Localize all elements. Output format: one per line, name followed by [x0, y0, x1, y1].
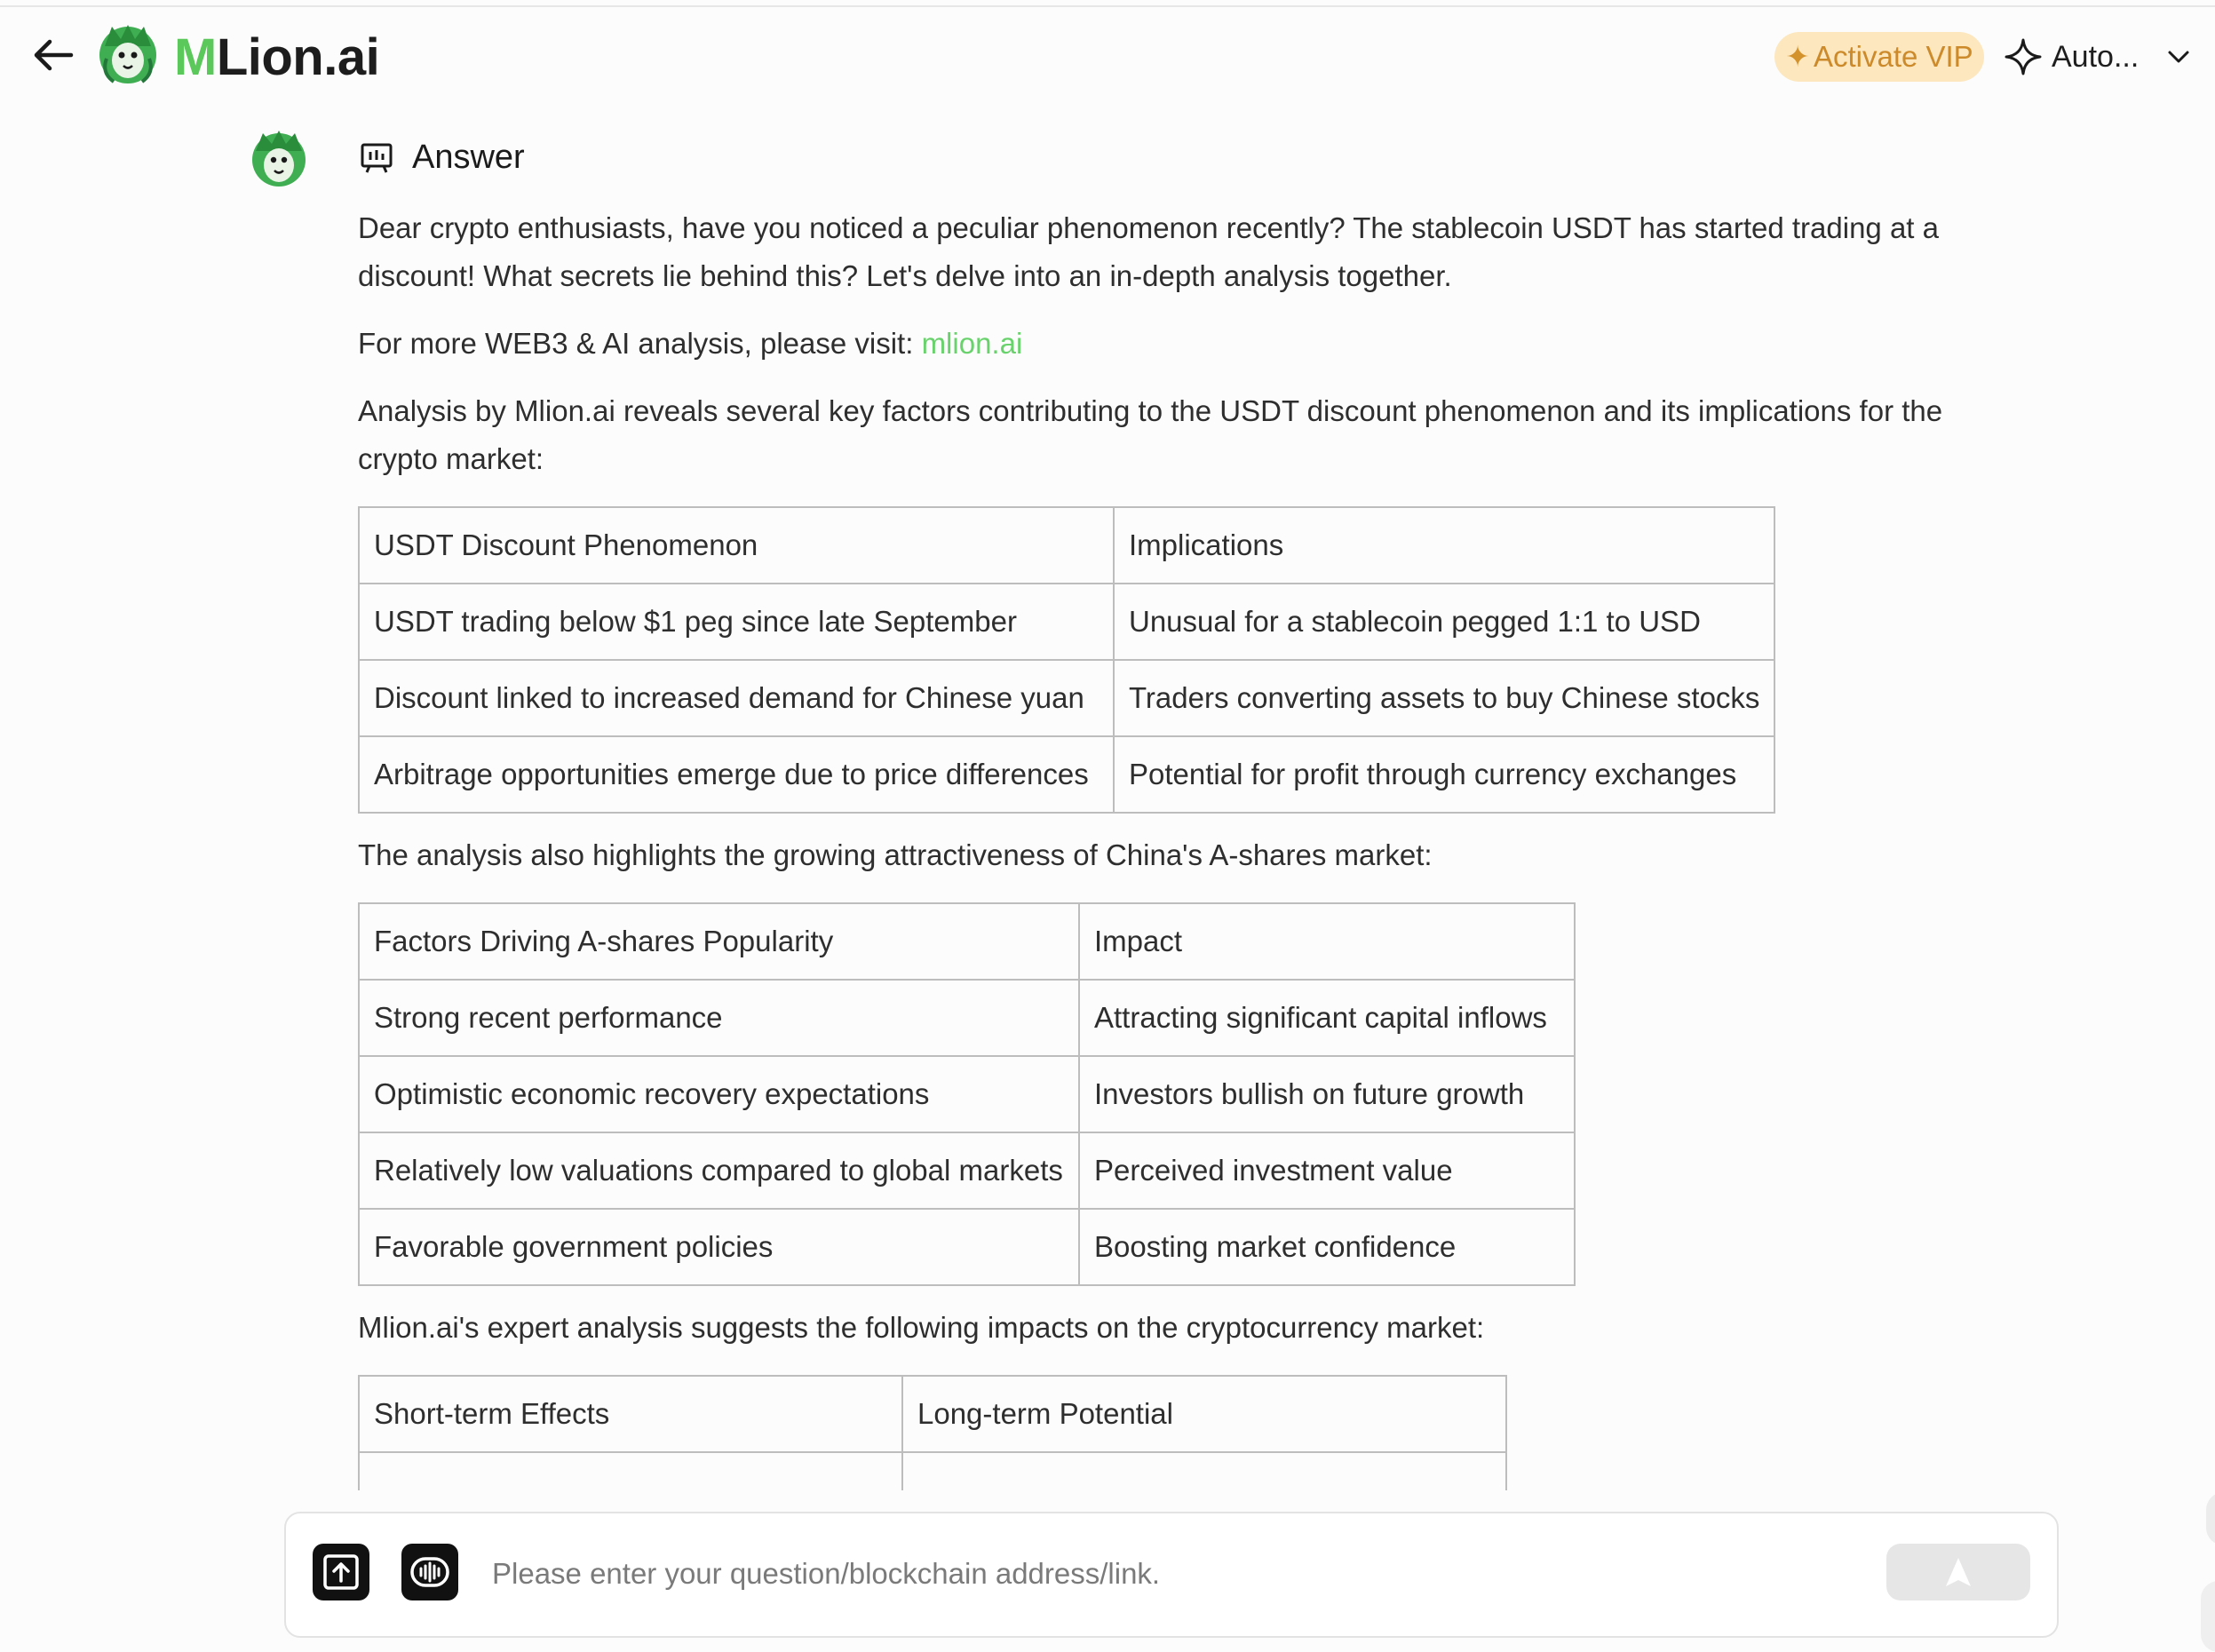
top-divider [0, 5, 2215, 7]
table-header-row [359, 1376, 1506, 1452]
table-cell: Perceived investment value [1079, 1132, 1575, 1209]
table-cell: Optimistic economic recovery expectations [359, 1056, 1079, 1132]
assistant-avatar [247, 126, 311, 190]
table-row [359, 1132, 1575, 1209]
table-cell: Short-term Effects [359, 1376, 902, 1452]
answer-title: Answer [412, 139, 525, 176]
table-cell: Attracting significant capital inflows [1079, 980, 1575, 1056]
table-cell: Boosting market confidence [1079, 1209, 1575, 1285]
table-row [359, 1056, 1575, 1132]
table-cell: Strong recent performance [359, 980, 1079, 1056]
table-header-row [359, 507, 1774, 584]
table-cell: USDT trading below $1 peg since late September [359, 584, 1114, 660]
brand-logo-text[interactable]: MLion.ai [174, 28, 380, 86]
model-selector-label: Auto... [2052, 39, 2140, 74]
question-input[interactable] [490, 1540, 1870, 1608]
table-cell: Arbitrage opportunities emerge due to price differences [359, 736, 1114, 813]
floating-widget-2[interactable] [2201, 1581, 2215, 1652]
usdt-discount-table [358, 506, 1775, 814]
table-cell: Factors Driving A-shares Popularity [359, 903, 1079, 980]
answer-content [358, 204, 1974, 1490]
table-cell: Potential for profit through currency exchanges [1114, 736, 1774, 813]
chevron-down-icon [2165, 44, 2192, 70]
table-cell: Traders converting assets to buy Chinese stocks [1114, 660, 1774, 736]
a-shares-table [358, 902, 1576, 1286]
lead-paragraph-3: Mlion.ai's expert analysis suggests the following impacts on the cryptocurrency market: [358, 1311, 1485, 1344]
chart-board-icon [359, 140, 394, 176]
back-arrow-icon[interactable] [30, 32, 76, 78]
mlion-link[interactable]: mlion.ai [921, 327, 1023, 360]
star-icon [2004, 37, 2043, 76]
table-cell: Long-term Potential [902, 1376, 1506, 1452]
intro-paragraph: Dear crypto enthusiasts, have you noticed a peculiar phenomenon recently? The stablecoin USDT has started trading at a discount! What secrets lie behind this? Let's delve into an in-depth analysis together. [358, 211, 1939, 292]
send-icon [1946, 1558, 1971, 1586]
chat-input-bar [284, 1512, 2059, 1638]
table-row [359, 736, 1774, 813]
answer-header [359, 139, 525, 177]
lead-paragraph-1: Analysis by Mlion.ai reveals several key factors contributing to the USDT discount phenomenon and its implications for the crypto market: [358, 394, 1943, 475]
table-row [359, 660, 1774, 736]
table-cell: Implications [1114, 507, 1774, 584]
table-cell: Impact [1079, 903, 1575, 980]
table-row [359, 980, 1575, 1056]
floating-widget[interactable] [2206, 1492, 2215, 1545]
table-cell: USDT Discount Phenomenon [359, 507, 1114, 584]
table-header-row [359, 903, 1575, 980]
activate-vip-button[interactable]: ✦ Activate VIP [1774, 32, 1984, 82]
table-row [359, 1209, 1575, 1285]
table-cell: Discount linked to increased demand for Chinese yuan [359, 660, 1114, 736]
table-cell: Unusual for a stablecoin pegged 1:1 to USD [1114, 584, 1774, 660]
table-cell: Investors bullish on future growth [1079, 1056, 1575, 1132]
upload-icon[interactable] [313, 1544, 369, 1600]
sparkle-icon: ✦ [1785, 40, 1810, 73]
market-impact-table [358, 1375, 1507, 1490]
visit-paragraph: For more WEB3 & AI analysis, please visit: mlion.ai [358, 327, 1023, 360]
send-button[interactable] [1886, 1544, 2030, 1600]
table-cell [902, 1452, 1506, 1490]
table-cell [359, 1452, 902, 1490]
table-row [359, 584, 1774, 660]
table-row [359, 1452, 1506, 1490]
table-cell: Favorable government policies [359, 1209, 1079, 1285]
lion-logo-icon[interactable] [94, 20, 162, 87]
voice-icon[interactable] [401, 1544, 458, 1600]
table-cell: Relatively low valuations compared to global markets [359, 1132, 1079, 1209]
model-selector[interactable] [2004, 32, 2192, 82]
lead-paragraph-2: The analysis also highlights the growing attractiveness of China's A-shares market: [358, 838, 1433, 871]
